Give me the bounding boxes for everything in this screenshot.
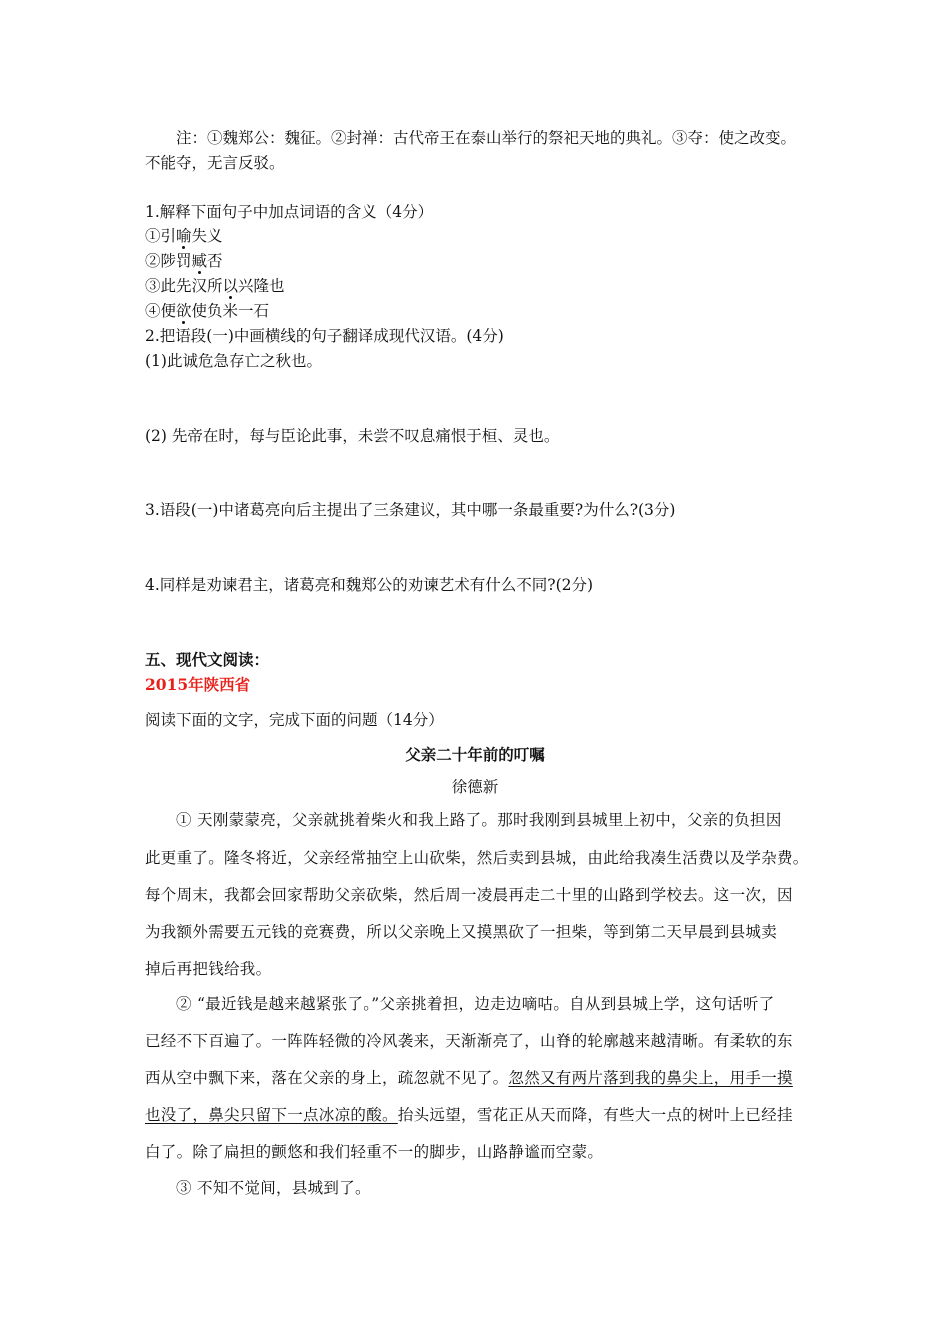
- dotted-word: 臧: [191, 252, 208, 270]
- question-1-title: 1.解释下面句子中加点词语的含义（4分）: [145, 203, 434, 221]
- paragraph-2-line-2: 已经不下百遍了。一阵阵轻微的冷风袭来，天渐渐亮了，山脊的轮廓越来越清晰。有柔软的东: [145, 1032, 793, 1050]
- paragraph-2-line-4: 也没了，鼻尖只留下一点冰凉的酸。抬头远望，雪花正从天而降，有些大一点的树叶上已经挂: [145, 1106, 793, 1124]
- dotted-word: 喻: [176, 227, 192, 245]
- dotted-word: 欲: [176, 302, 192, 320]
- section-title: 五、现代文阅读：: [145, 650, 270, 669]
- dotted-word: 以: [222, 277, 239, 295]
- paragraph-3-line-1: ③ 不知不觉间，县城到了。: [176, 1179, 371, 1197]
- section-instruction: 阅读下面的文字，完成下面的问题（14分）: [145, 711, 444, 729]
- article-title: 父亲二十年前的叮嘱: [405, 745, 545, 764]
- paragraph-2-line-1: ② “最近钱是越来越紧张了。”父亲挑着担，边走边嘀咕。自从到县城上学，这句话听了: [176, 995, 775, 1013]
- underlined-sentence: 忽然又有两片落到我的鼻尖上，用手一摸: [508, 1069, 793, 1087]
- question-1-item-3: ③此先汉所以兴隆也: [145, 277, 285, 295]
- question-2-title: 2.把语段(一)中画横线的句子翻译成现代汉语。(4分): [145, 327, 504, 345]
- paragraph-1-line-4: 为我额外需要五元钱的竞赛费，所以父亲晚上又摸黑砍了一担柴，等到第二天早晨到县城卖: [145, 923, 778, 941]
- paragraph-2-line-3: 西从空中飘下来，落在父亲的身上，疏忽就不见了。忽然又有两片落到我的鼻尖上，用手一摸: [145, 1069, 793, 1087]
- paragraph-1-line-1: ① 天刚蒙蒙亮，父亲就挑着柴火和我上路了。那时我刚到县城里上初中，父亲的负担因: [176, 811, 782, 829]
- paragraph-1-line-2: 此更重了。隆冬将近，父亲经常抽空上山砍柴，然后卖到县城，由此给我凑生活费以及学杂费。: [145, 849, 809, 867]
- section-source: 2015年陕西省: [145, 675, 251, 694]
- question-2-sentence-1: (1)此诚危急存亡之秋也。: [145, 352, 322, 370]
- paragraph-2-line-5: 白了。除了扁担的颤悠和我们轻重不一的脚步，山路静谧而空蒙。: [145, 1143, 604, 1161]
- question-4: 4.同样是劝谏君主，诸葛亮和魏郑公的劝谏艺术有什么不同?(2分): [145, 576, 594, 594]
- question-2-sentence-2: (2) 先帝在时，每与臣论此事，未尝不叹息痛恨于桓、灵也。: [145, 427, 560, 445]
- paragraph-1-line-5: 掉后再把钱给我。: [145, 960, 272, 978]
- question-1-item-4: ④便欲使负米一石: [145, 302, 270, 320]
- question-1-item-2: ②陟罚臧否: [145, 252, 223, 270]
- note-line-2: 不能夺，无言反驳。: [145, 154, 285, 172]
- underlined-sentence: 也没了，鼻尖只留下一点冰凉的酸。: [145, 1106, 398, 1124]
- paragraph-1-line-3: 每个周末，我都会回家帮助父亲砍柴，然后周一凌晨再走二十里的山路到学校去。这一次，因: [145, 886, 793, 904]
- question-1-item-1: ①引喻失义: [145, 227, 223, 245]
- note-line-1: 注：①魏郑公：魏征。②封禅：古代帝王在泰山举行的祭祀天地的典礼。③夺：使之改变。: [176, 129, 797, 147]
- question-3: 3.语段(一)中诸葛亮向后主提出了三条建议，其中哪一条最重要?为什么?(3分): [145, 501, 676, 519]
- article-author: 徐德新: [451, 778, 499, 796]
